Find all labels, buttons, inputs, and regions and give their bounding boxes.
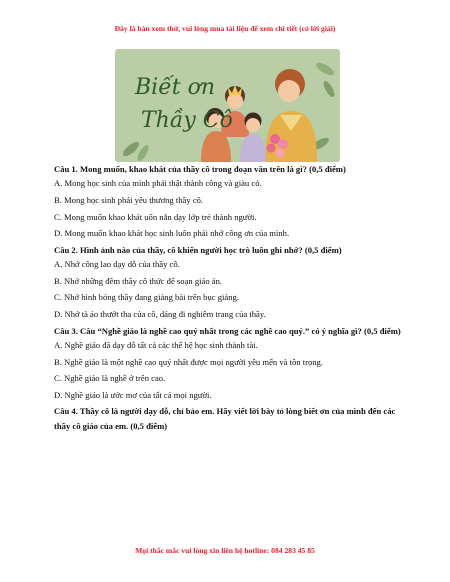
question-2 (54, 243, 404, 322)
question-4 (54, 404, 404, 433)
question-3-option-a: A. Nghề giáo đã dạy dỗ tất cả các thế hệ học sinh thành tài. (54, 339, 258, 350)
preview-notice: Đây là bản xem thử, vui lòng mua tài liệu để xem chi tiết (có lời giải) (114, 24, 336, 33)
question-3-option-c: C. Nghề giáo là nghề ở trên cao. (54, 373, 166, 384)
question-list (54, 162, 404, 434)
question-4-text: Câu 4. Thầy cô là người dạy dỗ, chỉ bảo em. Hãy viết lời bày tỏ lòng biết ơn của mình đến các thầy cô giáo của em. (0,5 điểm) (54, 406, 396, 431)
question-1-option-c: C. Mong muốn khao khát uốn nắn dạy lớp trẻ thành người. (54, 211, 257, 222)
banner-image (115, 49, 340, 162)
hotline-notice: Mọi thắc mắc vui lòng xin liên hệ hotline: 084 283 45 85 (135, 546, 315, 555)
question-3-option-d: D. Nghề giáo là ước mơ của tất cả mọi người. (54, 389, 212, 400)
question-2-option-c: C. Nhớ hình bóng thầy đang giảng bài trên bục giảng. (54, 292, 239, 303)
question-3-option-b: B. Nghề giáo là một nghề cao quý nhất được mọi người yêu mến và tôn trọng. (54, 356, 324, 367)
question-2-text: Câu 2. Hình ảnh nào của thầy, cô khiến người học trò luôn ghi nhớ? (0,5 điểm) (54, 244, 342, 255)
question-3 (54, 324, 404, 403)
question-3-text: Câu 3. Câu “Nghề giáo là nghề cao quý nhất trong các nghề cao quý.” có ý nghĩa gì? (0,5 điểm) (54, 325, 401, 336)
question-1-option-d: D. Mong muốn khao khát học sinh luôn phải nhớ công ơn của mình. (54, 228, 290, 239)
banner-illustration (115, 49, 340, 162)
question-2-option-d: D. Nhớ tà áo thướt tha của cô, dáng đi nghiêm trang của thầy. (54, 308, 266, 319)
banner-title-line2: Thầy Cô (141, 108, 233, 133)
question-1-option-a: A. Mong học sinh của mình phải thật thành công và giàu có. (54, 178, 262, 189)
question-1-text: Câu 1. Mong muốn, khao khát của thầy cô trong đoạn văn trên là gì? (0,5 điểm) (54, 164, 346, 174)
question-2-option-b: B. Nhớ những đêm thầy cô thức để soạn giáo án. (54, 275, 223, 286)
question-1-option-b: B. Mong học sinh phải yêu thương thầy cô. (54, 195, 204, 205)
banner-title-line1: Biết ơn (135, 75, 215, 100)
question-1 (54, 162, 404, 241)
question-2-option-a: A. Nhớ công lao dạy dỗ của thầy cô. (54, 259, 180, 270)
